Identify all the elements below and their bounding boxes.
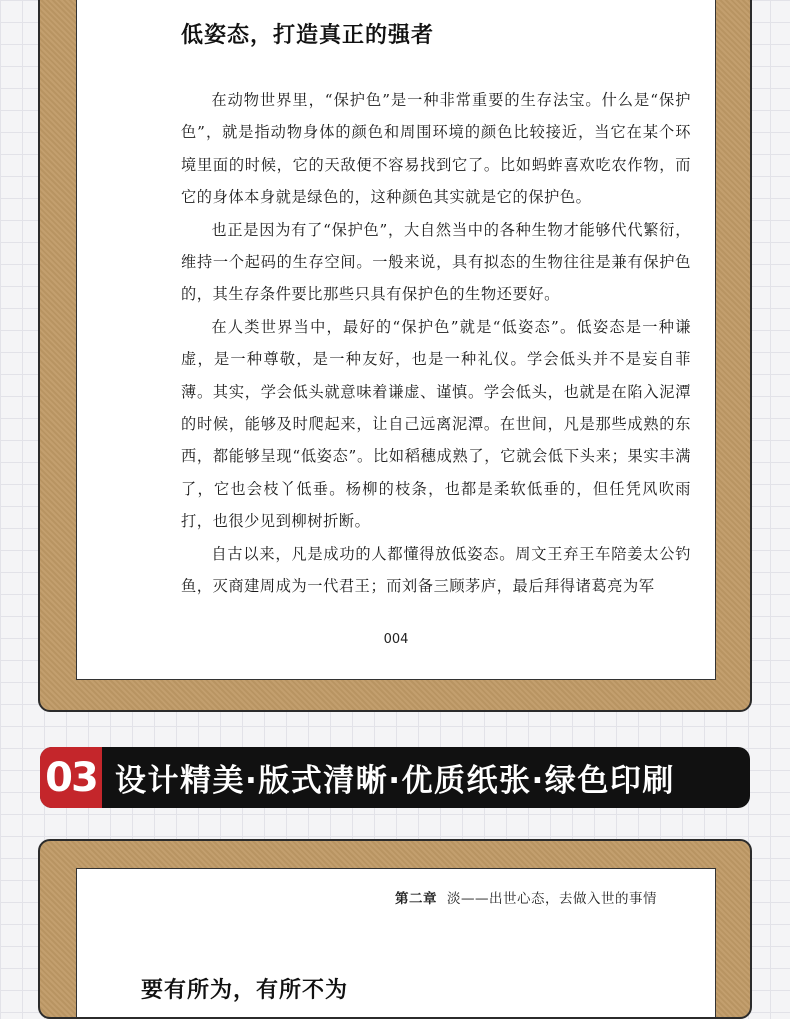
book-page-frame-top (38, 0, 752, 712)
banner-number-badge: 03 (40, 747, 102, 808)
book-page-bottom (76, 868, 716, 1017)
feature-banner (40, 747, 750, 808)
book-page-frame-bottom (38, 839, 752, 1019)
book-page-top (76, 0, 716, 680)
section-title-2: 要有所为，有所不为 (141, 978, 349, 1003)
body-text (181, 84, 691, 603)
page-number: 004 (383, 632, 409, 647)
paragraph: 也正是因为有了“保护色”，大自然当中的各种生物才能够代代繁衍，维持一个起码的生存空间。一般来说，具有拟态的生物往往是兼有保护色的，其生存条件要比那些只具有保护色的生物还要好。 (181, 220, 691, 304)
paragraph: 在人类世界当中，最好的“保护色”就是“低姿态”。低姿态是一种谦虚，是一种尊敬，是一种友好，也是一种礼仪。学会低头并不是妄自菲薄。其实，学会低头就意味着谦虚、谨慎。学会低头，也就是在陷入泥潭的时候，能够及时爬起来，让自己远离泥潭。在世间，凡是那些成熟的东西，都能够呈现“低姿态”。比如稻穗成熟了，它就会低下头来；果实丰满了，它也会枝丫低垂。杨柳的枝条，也都是柔软低垂的，但任凭风吹雨打，也很少见到柳树折断。 (181, 317, 691, 531)
paragraph: 自古以来，凡是成功的人都懂得放低姿态。周文王弃王车陪姜太公钓鱼，灭商建周成为一代君王；而刘备三顾茅庐，最后拜得诸葛亮为军 (181, 544, 691, 596)
chapter-subtitle: 淡——出世心态，去做入世的事情 (447, 891, 657, 907)
section-title: 低姿态，打造真正的强者 (181, 23, 435, 48)
paragraph: 在动物世界里，“保护色”是一种非常重要的生存法宝。什么是“保护色”，就是指动物身体的颜色和周围环境的颜色比较接近，当它在某个环境里面的时候，它的天敌便不容易找到它了。比如蚂蚱喜欢吃农作物，而它的身体本身就是绿色的，这种颜色其实就是它的保护色。 (181, 91, 691, 207)
chapter-label: 第二章 (395, 891, 437, 907)
chapter-running-header (395, 887, 657, 907)
banner-text: 设计精美·版式清晰·优质纸张·绿色印刷 (115, 763, 675, 799)
